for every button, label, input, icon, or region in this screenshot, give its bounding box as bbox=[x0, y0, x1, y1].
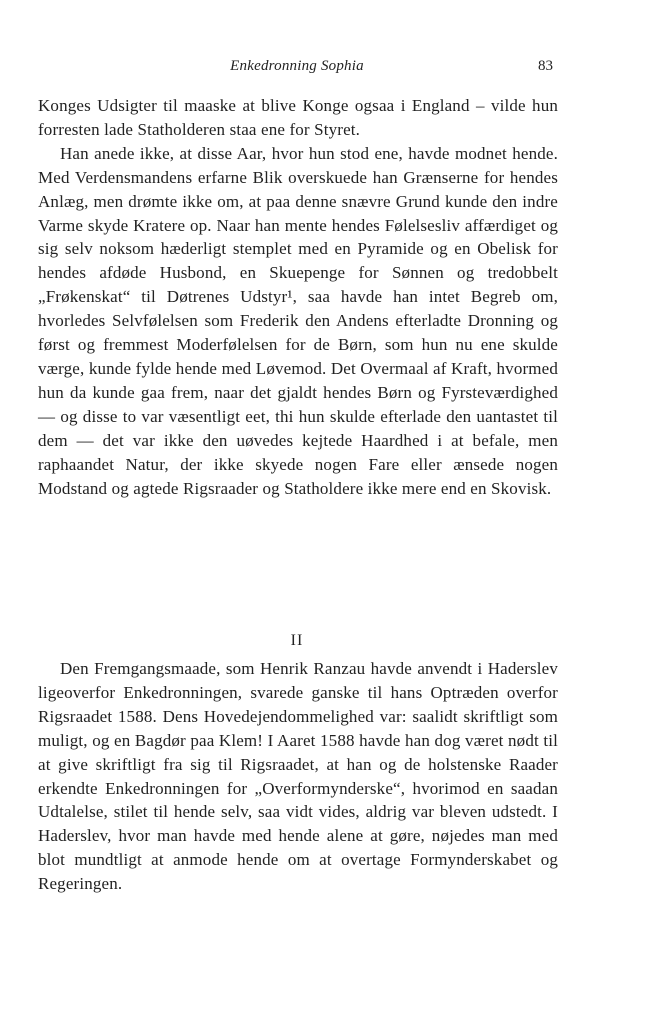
running-title: Enkedronning Sophia bbox=[230, 58, 364, 74]
paragraph: Den Fremgangsmaade, som Henrik Ranzau havde anvendt i Haderslev ligeoverfor Enkedronningen, svarede ganske til hans Optræden overfor Rigsraadet 1588. Dens Hovedejendommelighed var: saalidt skriftligt som muligt, og en Bagdør paa Klem! I Aaret 1588 havde han dog været nødt til at give skriftligt fra sig til Rigsraadet, at han og de holstenske Raader erkendte Enkedronningen for „Overformynderske“, hvorimod en saadan Udtalelse, stilet til hende selv, saa vidt vides, aldrig var bleven udstedt. I Haderslev, hvor man havde med hende alene at gøre, nøjedes man med blot mundtligt at anmode hende om at overtage Formynderskabet og Regeringen. bbox=[38, 659, 558, 894]
paragraph: Han anede ikke, at disse Aar, hvor hun stod ene, havde modnet hende. Med Verdensmandens erfarne Blik overskuede han Grænserne for hendes Anlæg, men drømte ikke om, at paa denne snævre Grund kunde den indre Varme skyde Kratere op. Naar han mente hendes Følelsesliv affærdiget og sig selv noksom hæderligt stemplet med en Pyramide og en Obelisk for hendes afdøde Husbond, en Skuepenge for Sønnen og tredobbelt „Frøkenskat“ til Døtrenes Udstyr¹, saa havde han intet Begreb om, hvorledes Selvfølelsen som Frederik den Andens efterladte Dronning og først og fremmest Moderfølelsen for de Børn, som hun nu ene skulde værge, kunde fylde hende med Løvemod. Det Overmaal af Kraft, hvormed hun da kunde gaa frem, naar det gjaldt hendes Børn og Fyrsteværdighed — og disse to var væsentligt eet, thi hun skulde efterlade den uantastet til dem — det var ikke den uøvedes kejtede Haardhed i at befale, men raphaandet Natur, der ikke skyede nogen Fare eller ænsede nogen Modstand og agtede Rigsraader og Statholdere ikke mere end en Skovisk. bbox=[38, 143, 558, 498]
section-1-body bbox=[38, 94, 558, 500]
page-number: 83 bbox=[538, 58, 553, 74]
section-2-body bbox=[38, 657, 558, 896]
paragraph: Konges Udsigter til maaske at blive Konge ogsaa i England – vilde hun forresten lade Statholderen staa ene for Styret. bbox=[38, 96, 558, 139]
running-head bbox=[0, 58, 654, 78]
section-number: II bbox=[290, 632, 304, 649]
